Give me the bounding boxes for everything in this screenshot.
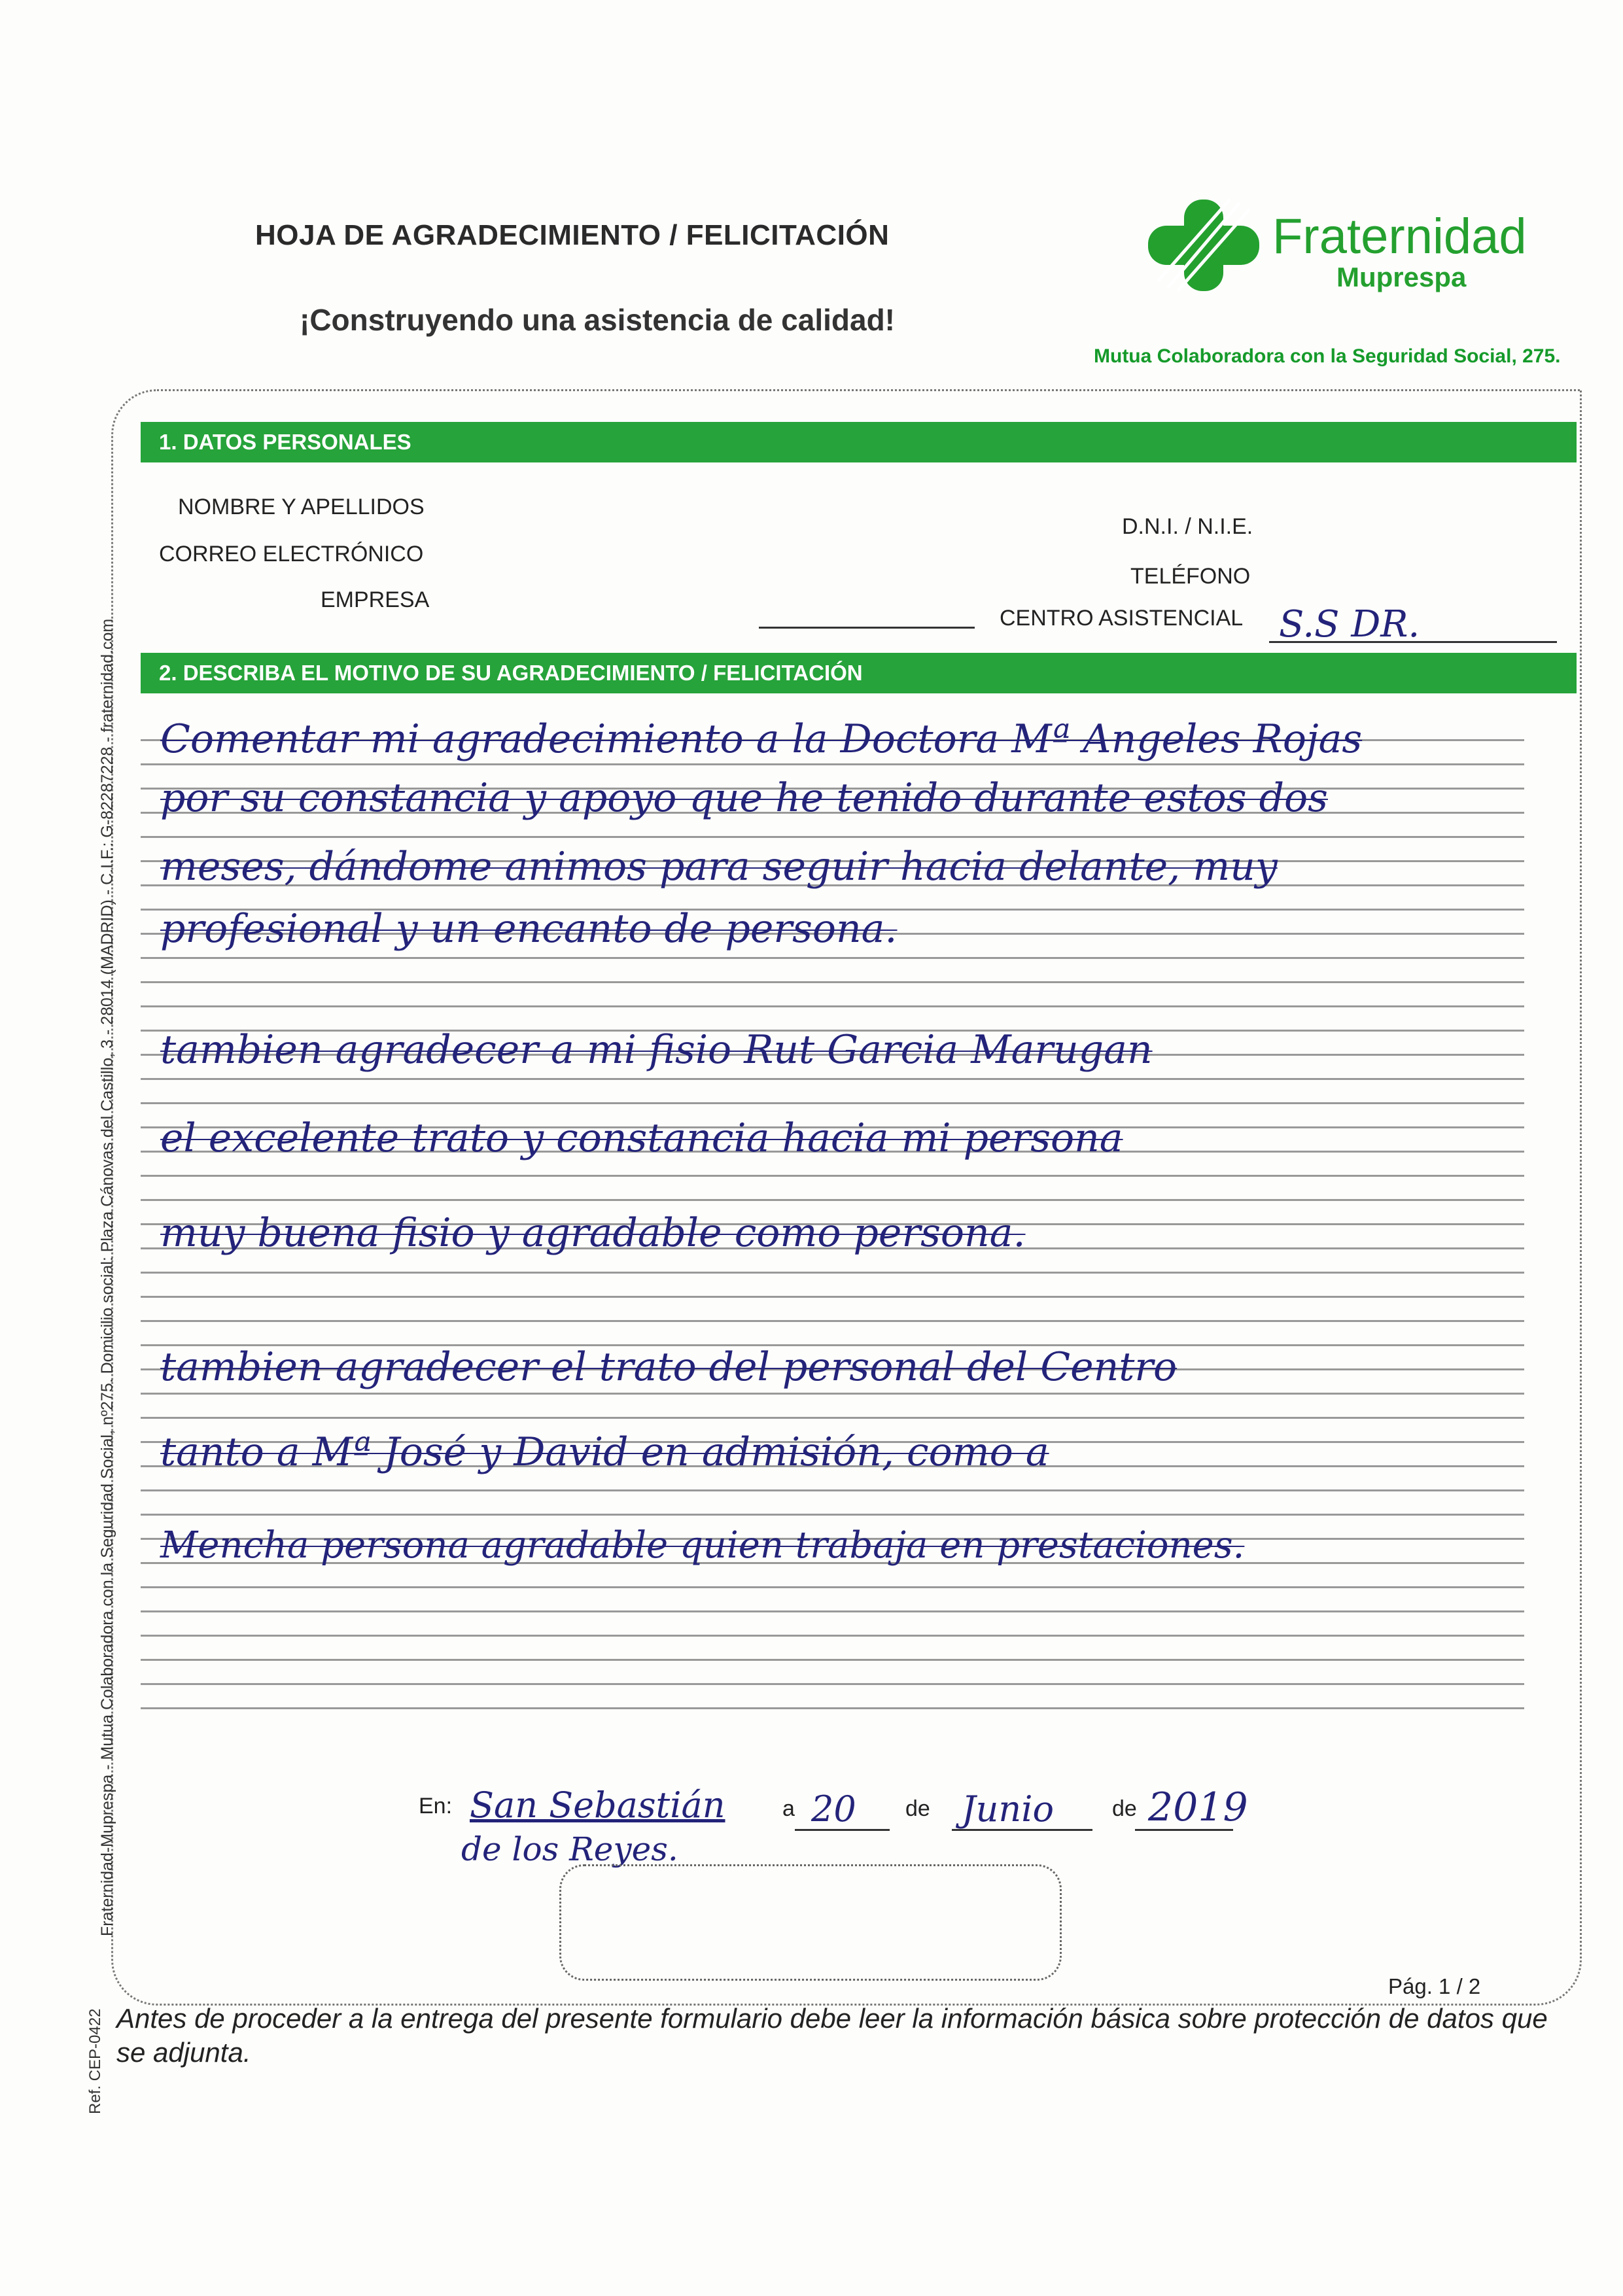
month-field[interactable]	[952, 1829, 1092, 1831]
ruled-line	[141, 957, 1524, 959]
telefono-label: TELÉFONO	[1130, 564, 1251, 589]
nombre-label: NOMBRE Y APELLIDOS	[178, 495, 425, 519]
section2-header: 2. DESCRIBA EL MOTIVO DE SU AGRADECIMIENTO / FELICITACIÓN	[141, 653, 1577, 693]
ruled-line	[141, 1393, 1524, 1395]
privacy-note: Antes de proceder a la entrega del presente formulario debe leer la información básica sobre protección de datos que se adjunta.	[116, 2003, 1548, 2068]
ruled-line	[141, 1175, 1524, 1177]
empresa-label: EMPRESA	[321, 587, 430, 612]
form-slogan: ¡Construyendo una asistencia de calidad!	[300, 303, 895, 337]
ruled-line	[141, 981, 1524, 983]
ruled-line	[141, 1199, 1524, 1201]
comment-line: profesional y un encanto de persona.	[160, 906, 898, 952]
ruled-line	[141, 763, 1524, 765]
ruled-line	[141, 1005, 1524, 1007]
logo-subname: Muprespa	[1336, 262, 1467, 292]
comment-line: tambien agradecer a mi fisio Rut Garcia Marugan	[160, 1027, 1153, 1073]
centro-value: S.S DR.	[1279, 603, 1420, 646]
de-label: de	[905, 1796, 930, 1821]
day-field[interactable]	[795, 1829, 890, 1831]
ruled-line	[141, 1078, 1524, 1080]
ruled-line	[141, 1707, 1524, 1709]
form-title: HOJA DE AGRADECIMIENTO / FELICITACIÓN	[255, 219, 890, 251]
logo-name: Fraternidad	[1272, 209, 1527, 264]
comment-line: por su constancia y apoyo que he tenido durante estos dos	[160, 775, 1328, 821]
comment-line: meses, dándome animos para seguir hacia delante, muy	[160, 844, 1278, 890]
ruled-line	[141, 1610, 1524, 1612]
comment-line: tanto a Mª José y David en admisión, como a	[160, 1429, 1049, 1475]
comment-line: muy buena fisio y agradable como persona.	[160, 1210, 1026, 1256]
ruled-line	[141, 1514, 1524, 1516]
a-label: a	[782, 1796, 795, 1821]
place-value: San Sebastián	[470, 1784, 725, 1826]
legal-sidebar: Fraternidad-Muprespa - Mutua Colaboradora con la Seguridad Social, nº275. Domicilio social: Plaza Cánovas del Castillo, 3 - 28014 (MADRID) - C.I.F.: G-82287228 - fraternidad.com	[98, 618, 116, 1936]
ruled-line	[141, 1272, 1524, 1274]
correo-label: CORREO ELECTRÓNICO	[159, 542, 424, 566]
logo-tagline: Mutua Colaboradora con la Seguridad Social, 275.	[1094, 345, 1561, 367]
comment-line: tambien agradecer el trato del personal del Centro	[160, 1344, 1178, 1390]
ruled-line	[141, 1320, 1524, 1322]
place-value-cont: de los Reyes.	[461, 1830, 678, 1868]
en-label: En:	[419, 1794, 453, 1818]
ruled-line	[141, 1635, 1524, 1637]
ruled-line	[141, 1417, 1524, 1419]
signature-box[interactable]	[559, 1864, 1062, 1981]
cross-logo-icon	[1142, 196, 1266, 294]
month-value: Junio	[962, 1788, 1054, 1830]
comment-line: Comentar mi agradecimiento a la Doctora Mª Angeles Rojas	[160, 716, 1363, 762]
year-value: 2019	[1148, 1784, 1248, 1830]
empresa-field[interactable]	[759, 627, 975, 629]
ruled-line	[141, 836, 1524, 838]
de2-label: de	[1112, 1796, 1137, 1821]
ruled-line	[141, 1586, 1524, 1588]
comment-line: el excelente trato y constancia hacia mi persona	[160, 1115, 1123, 1161]
section1-header: 1. DATOS PERSONALES	[141, 422, 1577, 462]
ruled-line	[141, 1683, 1524, 1685]
day-value: 20	[811, 1788, 856, 1830]
centro-label: CENTRO ASISTENCIAL	[1000, 606, 1244, 631]
dni-label: D.N.I. / N.I.E.	[1122, 514, 1253, 539]
year-field[interactable]	[1135, 1829, 1233, 1831]
ruled-line	[141, 1489, 1524, 1491]
page-number: Pág. 1 / 2	[1388, 1974, 1481, 1998]
ruled-line	[141, 1102, 1524, 1104]
ruled-line	[141, 1296, 1524, 1298]
form-ref: Ref. CEP-0422	[86, 2008, 104, 2114]
comment-line: Mencha persona agradable quien trabaja en prestaciones.	[160, 1524, 1245, 1567]
ruled-line	[141, 1659, 1524, 1661]
